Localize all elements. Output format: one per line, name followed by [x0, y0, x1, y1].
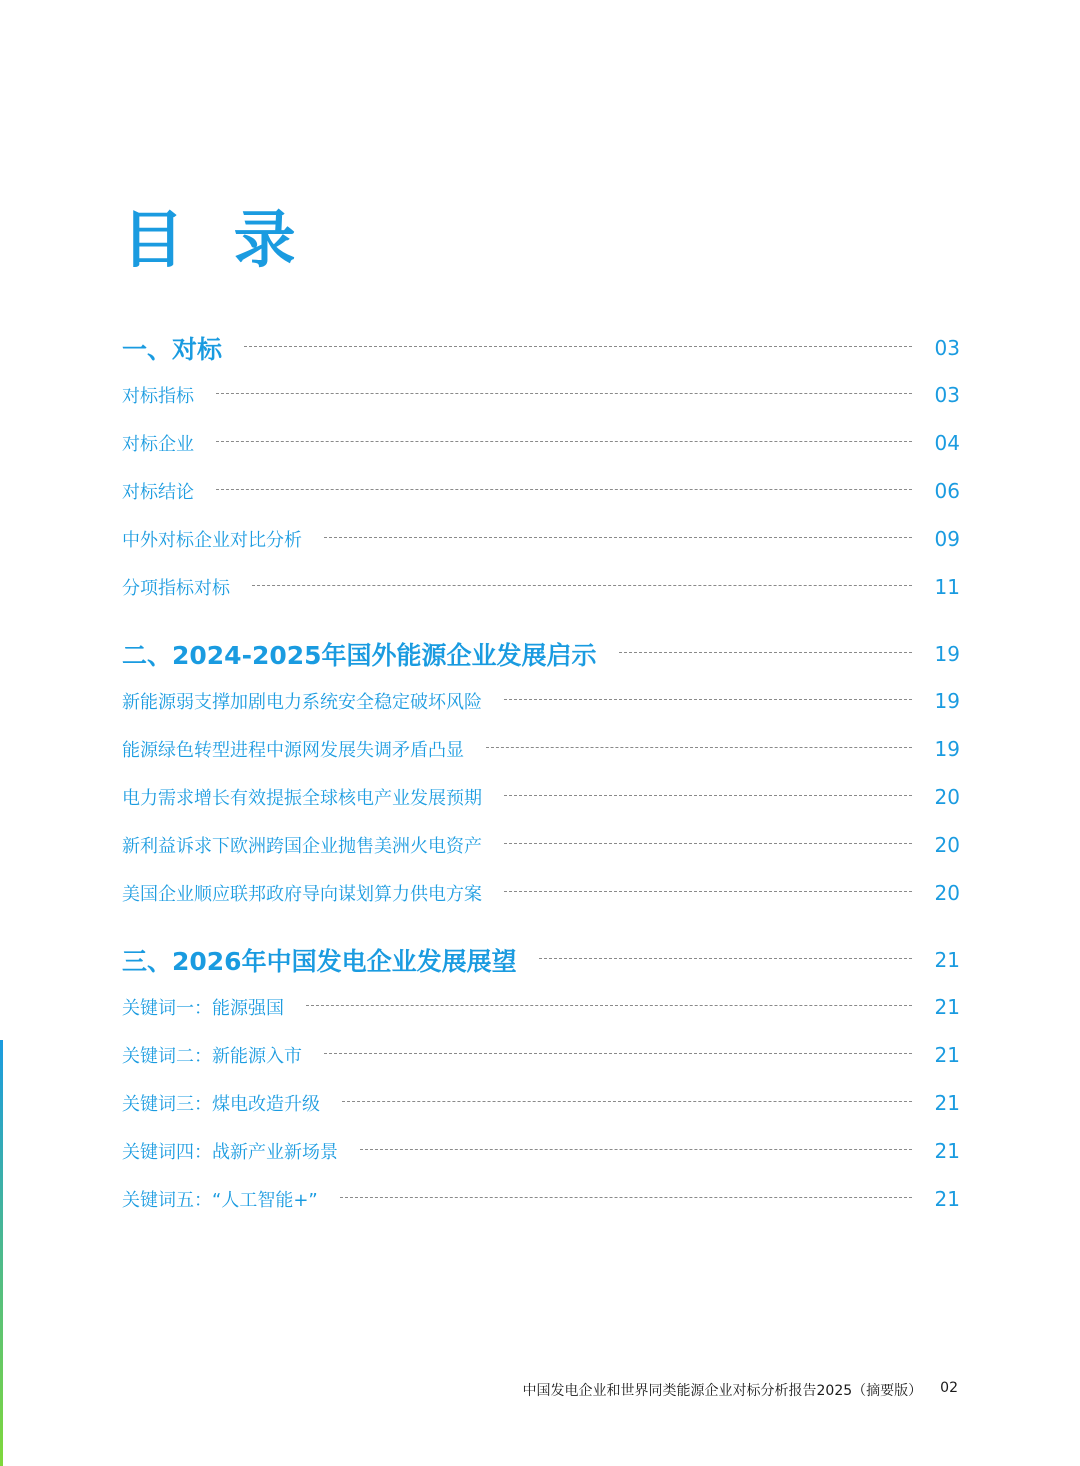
toc-item-label: 对标结论 — [122, 482, 194, 503]
dot-leader — [216, 489, 912, 490]
footer-page-number: 02 — [940, 1380, 958, 1396]
dot-leader — [504, 843, 912, 844]
dot-leader — [342, 1101, 912, 1102]
toc-page-number: 19 — [934, 689, 960, 713]
toc-page-number: 09 — [934, 527, 960, 551]
dot-leader — [324, 537, 912, 538]
table-of-contents — [122, 325, 960, 1223]
toc-page-number: 21 — [934, 1091, 960, 1115]
toc-item[interactable] — [122, 1031, 960, 1079]
toc-item[interactable] — [122, 467, 960, 515]
toc-item[interactable] — [122, 515, 960, 563]
toc-item-label: 对标企业 — [122, 434, 194, 455]
toc-page-number: 03 — [934, 336, 960, 360]
toc-item-label: 关键词四：战新产业新场景 — [122, 1142, 338, 1163]
toc-item-label: 关键词一：能源强国 — [122, 998, 284, 1019]
toc-page-number: 21 — [934, 1139, 960, 1163]
toc-page-number: 11 — [934, 575, 960, 599]
toc-item-label: 能源绿色转型进程中源网发展失调矛盾凸显 — [122, 740, 464, 761]
toc-page-number: 19 — [934, 642, 960, 666]
footer-report-title: 中国发电企业和世界同类能源企业对标分析报告2025（摘要版） — [522, 1383, 923, 1399]
dot-leader — [504, 795, 912, 796]
toc-item[interactable] — [122, 1127, 960, 1175]
toc-item[interactable] — [122, 821, 960, 869]
toc-item-label: 新能源弱支撑加剧电力系统安全稳定破坏风险 — [122, 692, 482, 713]
toc-item[interactable] — [122, 563, 960, 611]
dot-leader — [244, 346, 912, 347]
dot-leader — [360, 1149, 912, 1150]
toc-page-number: 20 — [934, 785, 960, 809]
toc-item-label: 中外对标企业对比分析 — [122, 530, 302, 551]
section-spacer — [122, 917, 960, 937]
dot-leader — [252, 585, 912, 586]
toc-item-label: 关键词三：煤电改造升级 — [122, 1094, 320, 1115]
section-spacer — [122, 611, 960, 631]
toc-page-number: 21 — [934, 1187, 960, 1211]
toc-item-label: 对标指标 — [122, 386, 194, 407]
toc-item-label: 关键词二：新能源入市 — [122, 1046, 302, 1067]
toc-item-label: 新利益诉求下欧洲跨国企业抛售美洲火电资产 — [122, 836, 482, 857]
toc-section-label: 三、2026年中国发电企业发展展望 — [122, 947, 517, 976]
dot-leader — [216, 441, 912, 442]
toc-item-label: 电力需求增长有效提振全球核电产业发展预期 — [122, 788, 482, 809]
toc-item[interactable] — [122, 1079, 960, 1127]
toc-item[interactable] — [122, 773, 960, 821]
toc-page-number: 20 — [934, 881, 960, 905]
toc-page-number: 21 — [934, 995, 960, 1019]
toc-page-number: 04 — [934, 431, 960, 455]
toc-item-label: 分项指标对标 — [122, 578, 230, 599]
toc-page-number: 21 — [934, 1043, 960, 1067]
page-footer — [523, 1380, 958, 1400]
toc-page-number: 19 — [934, 737, 960, 761]
toc-page-number: 20 — [934, 833, 960, 857]
toc-section-3[interactable] — [122, 937, 960, 983]
toc-section-label: 二、2024-2025年国外能源企业发展启示 — [122, 641, 597, 670]
toc-item[interactable] — [122, 677, 960, 725]
dot-leader — [619, 652, 912, 653]
toc-item[interactable] — [122, 725, 960, 773]
toc-item[interactable] — [122, 869, 960, 917]
toc-section-1[interactable] — [122, 325, 960, 371]
toc-item[interactable] — [122, 1175, 960, 1223]
toc-item-label: 关键词五：“人工智能+” — [122, 1190, 318, 1211]
side-accent-bar — [0, 1040, 3, 1466]
dot-leader — [539, 958, 912, 959]
toc-item[interactable] — [122, 371, 960, 419]
toc-page-number: 06 — [934, 479, 960, 503]
toc-item-label: 美国企业顺应联邦政府导向谋划算力供电方案 — [122, 884, 482, 905]
toc-item[interactable] — [122, 419, 960, 467]
dot-leader — [504, 891, 912, 892]
toc-section-2[interactable] — [122, 631, 960, 677]
toc-page-number: 21 — [934, 948, 960, 972]
toc-section-label: 一、对标 — [122, 335, 223, 364]
toc-page-number: 03 — [934, 383, 960, 407]
dot-leader — [216, 393, 912, 394]
dot-leader — [324, 1053, 912, 1054]
dot-leader — [504, 699, 912, 700]
toc-item[interactable] — [122, 983, 960, 1031]
dot-leader — [306, 1005, 912, 1006]
dot-leader — [486, 747, 912, 748]
dot-leader — [340, 1197, 912, 1198]
page-title: 目 录 — [122, 203, 310, 276]
